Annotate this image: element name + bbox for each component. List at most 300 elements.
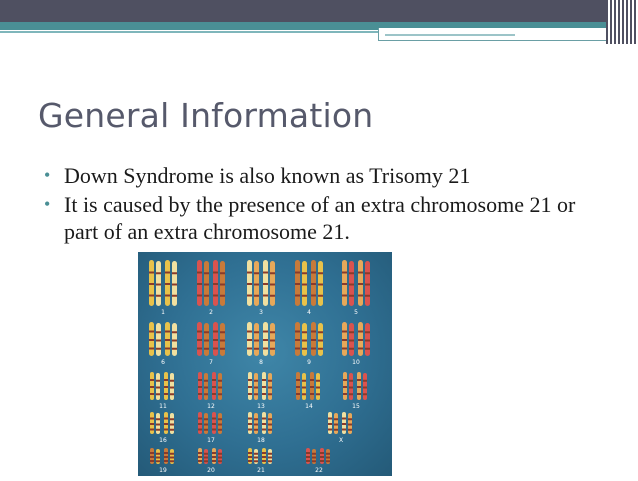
chromosome-band [262,423,266,425]
chromosome-band [349,272,354,274]
bullet-dot-icon: • [44,194,51,214]
chromosome-band [165,283,170,285]
chromosome-band [247,339,252,341]
chromosome-number-label: 5 [354,309,358,316]
chromosome-band [254,418,258,420]
chromosome-band [263,283,268,285]
chromosome-band [357,386,361,388]
chromosome-band [334,429,338,431]
chromosome-band [204,387,208,389]
chromosome-band [348,418,352,420]
chromosome-band [204,284,209,286]
chromosome-band [348,424,352,426]
chromosome-band [164,386,168,388]
chromosome-band [311,272,316,274]
chromosome-band [262,429,266,431]
chromosome-band [220,340,225,342]
chromosome-band [149,331,154,333]
chromosome-band [268,424,272,426]
chromosome-band [164,393,168,395]
chromosome-band [198,456,202,458]
bullet-item [44,191,604,245]
chromosome-band [248,456,252,458]
chromosome-band [198,418,202,420]
chromosome-number-label: 22 [315,467,323,474]
chromosome-band [172,348,177,350]
chromosome-band [248,379,252,381]
chromosome-band [365,331,370,333]
chromosome-band [164,456,168,458]
chromosome-band [342,272,347,274]
chromosome-band [204,418,208,420]
chromosome-band [268,460,272,462]
chromosome-band [365,284,370,286]
chromosome-band [212,429,216,431]
chromosome-band [343,386,347,388]
chromosome-band [311,348,316,350]
chromosome-band [248,418,252,420]
chromosome-band [357,379,361,381]
chromosome-band [342,423,346,425]
chromosome-band [156,340,161,342]
chromosome-band [316,380,320,382]
chromosome-band [358,295,363,297]
chromosome-band [254,295,259,297]
chromosome-band [164,418,168,420]
chromosome-band [302,380,306,382]
chromosome-band [365,295,370,297]
chromosome-band [170,460,174,462]
chromosome-band [247,348,252,350]
chromosome-band [198,386,202,388]
chromosome-band [262,452,266,454]
chromosome-band [213,348,218,350]
karyotype-image [138,252,392,476]
chromosome-band [220,284,225,286]
chromosome-band [254,340,259,342]
chromosome-number-label: 17 [207,437,215,444]
chromosome-band [254,393,258,395]
chromosome-band [220,272,225,274]
chromosome-band [156,393,160,395]
chromosome-band [334,424,338,426]
chromosome-band [254,331,259,333]
chromosome-band [326,457,330,459]
chromosome-band [220,295,225,297]
chromosome-band [212,423,216,425]
chromosome-band [156,424,160,426]
chromosome-band [164,423,168,425]
chromosome-band [170,393,174,395]
chromosome-band [248,452,252,454]
chromosome-band [320,460,324,462]
chromosome-band [156,348,161,350]
chromosome-band [302,393,306,395]
chromosome-band [212,386,216,388]
chromosome-band [149,295,154,297]
chromosome-band [270,284,275,286]
chromosome-band [268,418,272,420]
chromosome-number-label: 20 [207,467,215,474]
chromosome-band [170,424,174,426]
chromosome-band [254,453,258,455]
chromosome-band [212,418,216,420]
chromosome-number-label: 11 [159,403,167,410]
chromosome-number-label: 19 [159,467,167,474]
chromosome-band [316,387,320,389]
chromosome-band [311,339,316,341]
chromosome-band [150,423,154,425]
chromosome-band [295,339,300,341]
chromosome-band [342,348,347,350]
chromosome-band [156,429,160,431]
chromosome-band [218,418,222,420]
chromosome-band [197,339,202,341]
chromosome-band [149,339,154,341]
chromosome-band [204,429,208,431]
chromosome-band [295,283,300,285]
chromosome-band [326,460,330,462]
chromosome-band [357,393,361,395]
chromosome-band [156,418,160,420]
chromosome-number-label: 15 [352,403,360,410]
chromosome-band [318,284,323,286]
chromosome-band [270,340,275,342]
chromosome-number-label: 6 [161,359,165,366]
chromosome-band [302,340,307,342]
chromosome-band [306,460,310,462]
stripe-decoration [606,0,638,44]
chromosome-band [248,393,252,395]
chromosome-band [342,429,346,431]
bullet-text: It is caused by the presence of an extra chromosome 21 or part of an extra chromosome 21. [64,192,576,244]
chromosome-band [150,386,154,388]
chromosome-band [165,272,170,274]
chromosome-band [306,452,310,454]
chromosome-band [150,452,154,454]
chromosome-band [343,379,347,381]
chromosome-band [363,393,367,395]
chromosome-band [218,393,222,395]
chromosome-band [302,331,307,333]
chromosome-band [213,295,218,297]
chromosome-band [254,387,258,389]
chromosome-number-label: 2 [209,309,213,316]
chromosome-band [204,453,208,455]
chromosome-band [212,460,216,462]
chromosome-band [172,284,177,286]
chromosome-band [318,340,323,342]
chromosome-band [342,339,347,341]
slide-title: General Information [38,96,374,135]
chromosome-band [170,418,174,420]
chromosome-band [218,387,222,389]
chromosome-band [150,393,154,395]
chromosome-band [164,460,168,462]
chromosome-band [213,339,218,341]
chromosome-number-label: X [338,437,344,444]
chromosome-band [358,331,363,333]
chromosome-band [254,457,258,459]
chromosome-band [296,386,300,388]
chromosome-number-label: 9 [307,359,311,366]
chromosome-band [247,272,252,274]
chromosome-band [295,348,300,350]
chromosome-number-label: 10 [352,359,360,366]
chromosome-band [204,272,209,274]
chromosome-band [198,423,202,425]
chromosome-band [212,379,216,381]
chromosome-band [204,331,209,333]
chromosome-band [349,380,353,382]
chromosome-band [164,429,168,431]
chromosome-band [197,348,202,350]
chromosome-band [198,460,202,462]
chromosome-number-label: 4 [307,309,311,316]
chromosome-band [312,453,316,455]
chromosome-band [213,331,218,333]
chromosome-band [342,295,347,297]
chromosome-band [247,295,252,297]
chromosome-band [312,460,316,462]
chromosome-band [149,348,154,350]
chromosome-band [270,272,275,274]
top-accent-bar [0,0,638,22]
chromosome-band [262,418,266,420]
chromosome-band [263,295,268,297]
chromosome-band [268,429,272,431]
bullet-item [44,162,604,189]
chromosome-band [296,379,300,381]
chromosome-band [172,331,177,333]
chromosome-band [310,386,314,388]
chromosome-band [262,386,266,388]
chromosome-band [311,295,316,297]
chromosome-band [156,453,160,455]
chromosome-band [320,452,324,454]
chromosome-band [218,424,222,426]
bullet-text: Down Syndrome is also known as Trisomy 21 [64,163,471,188]
chromosome-band [295,295,300,297]
chromosome-band [212,393,216,395]
chromosome-band [306,456,310,458]
chromosome-band [358,283,363,285]
chromosome-number-label: 1 [161,309,165,316]
chromosome-band [302,348,307,350]
chromosome-band [218,460,222,462]
chromosome-band [213,272,218,274]
chromosome-band [270,348,275,350]
chromosome-band [172,295,177,297]
chromosome-band [310,379,314,381]
chromosome-band [156,284,161,286]
chromosome-band [365,348,370,350]
chromosome-number-label: 16 [159,437,167,444]
chromosome-band [150,429,154,431]
chromosome-band [204,457,208,459]
chromosome-band [349,348,354,350]
chromosome-band [348,429,352,431]
chromosome-band [164,452,168,454]
chromosome-band [150,379,154,381]
chromosome-band [212,456,216,458]
chromosome-band [310,393,314,395]
chromosome-number-label: 7 [209,359,213,366]
chromosome-band [342,418,346,420]
chromosome-band [197,272,202,274]
chromosome-band [262,379,266,381]
header-tab-decoration [378,28,608,41]
chromosome-band [150,456,154,458]
chromosome-band [213,283,218,285]
chromosome-band [165,348,170,350]
chromosome-band [254,272,259,274]
chromosome-band [268,380,272,382]
bullet-dot-icon: • [44,165,51,185]
chromosome-band [248,386,252,388]
chromosome-band [165,331,170,333]
chromosome-band [318,331,323,333]
chromosome-band [247,331,252,333]
chromosome-band [197,283,202,285]
chromosome-band [254,380,258,382]
chromosome-band [349,387,353,389]
chromosome-band [204,380,208,382]
chromosome-band [349,393,353,395]
chromosome-band [198,393,202,395]
karyotype-svg [138,252,392,476]
chromosome-band [365,272,370,274]
chromosome-band [220,348,225,350]
chromosome-band [270,295,275,297]
chromosome-number-label: 12 [207,403,215,410]
top-thin-line [0,31,378,33]
chromosome-band [296,393,300,395]
chromosome-band [198,452,202,454]
chromosome-number-label: 21 [257,467,265,474]
chromosome-number-label: 14 [305,403,313,410]
chromosome-band [328,418,332,420]
chromosome-band [328,429,332,431]
chromosome-band [218,429,222,431]
chromosome-band [262,456,266,458]
chromosome-band [149,272,154,274]
chromosome-band [342,331,347,333]
chromosome-band [204,460,208,462]
chromosome-band [365,340,370,342]
chromosome-band [349,295,354,297]
chromosome-band [204,295,209,297]
chromosome-band [263,331,268,333]
chromosome-band [268,457,272,459]
chromosome-band [218,453,222,455]
chromosome-band [197,295,202,297]
chromosome-band [156,295,161,297]
chromosome-band [156,457,160,459]
chromosome-band [204,393,208,395]
chromosome-band [262,460,266,462]
bullet-list [44,162,604,247]
chromosome-band [156,380,160,382]
chromosome-band [198,429,202,431]
chromosome-band [302,387,306,389]
chromosome-band [156,331,161,333]
chromosome-band [170,380,174,382]
chromosome-band [318,295,323,297]
chromosome-number-label: 3 [259,309,263,316]
chromosome-band [358,348,363,350]
chromosome-band [248,423,252,425]
chromosome-band [156,460,160,462]
chromosome-band [268,393,272,395]
chromosome-band [302,284,307,286]
chromosome-band [254,460,258,462]
chromosome-band [349,331,354,333]
chromosome-band [254,429,258,431]
chromosome-band [318,348,323,350]
chromosome-band [172,340,177,342]
chromosome-band [311,283,316,285]
chromosome-band [318,272,323,274]
chromosome-band [343,393,347,395]
chromosome-number-label: 8 [259,359,263,366]
chromosome-band [204,348,209,350]
chromosome-band [262,393,266,395]
chromosome-band [295,272,300,274]
chromosome-band [358,272,363,274]
chromosome-band [316,393,320,395]
chromosome-band [218,457,222,459]
chromosome-band [197,331,202,333]
chromosome-band [204,340,209,342]
chromosome-band [165,295,170,297]
chromosome-number-label: 13 [257,403,265,410]
chromosome-band [342,283,347,285]
chromosome-band [204,424,208,426]
chromosome-band [263,348,268,350]
chromosome-band [328,423,332,425]
chromosome-number-label: 18 [257,437,265,444]
chromosome-band [254,348,259,350]
chromosome-band [268,387,272,389]
chromosome-band [302,272,307,274]
chromosome-band [363,380,367,382]
chromosome-band [170,387,174,389]
chromosome-band [170,429,174,431]
chromosome-band [334,418,338,420]
chromosome-band [248,460,252,462]
chromosome-band [150,460,154,462]
chromosome-band [149,283,154,285]
chromosome-band [302,295,307,297]
chromosome-band [263,339,268,341]
chromosome-band [268,453,272,455]
chromosome-band [247,283,252,285]
chromosome-band [248,429,252,431]
chromosome-band [165,339,170,341]
chromosome-band [311,331,316,333]
chromosome-band [320,456,324,458]
chromosome-band [326,453,330,455]
chromosome-band [156,387,160,389]
chromosome-band [263,272,268,274]
chromosome-band [212,452,216,454]
chromosome-band [312,457,316,459]
chromosome-band [363,387,367,389]
chromosome-band [220,331,225,333]
chromosome-band [218,380,222,382]
chromosome-band [349,340,354,342]
